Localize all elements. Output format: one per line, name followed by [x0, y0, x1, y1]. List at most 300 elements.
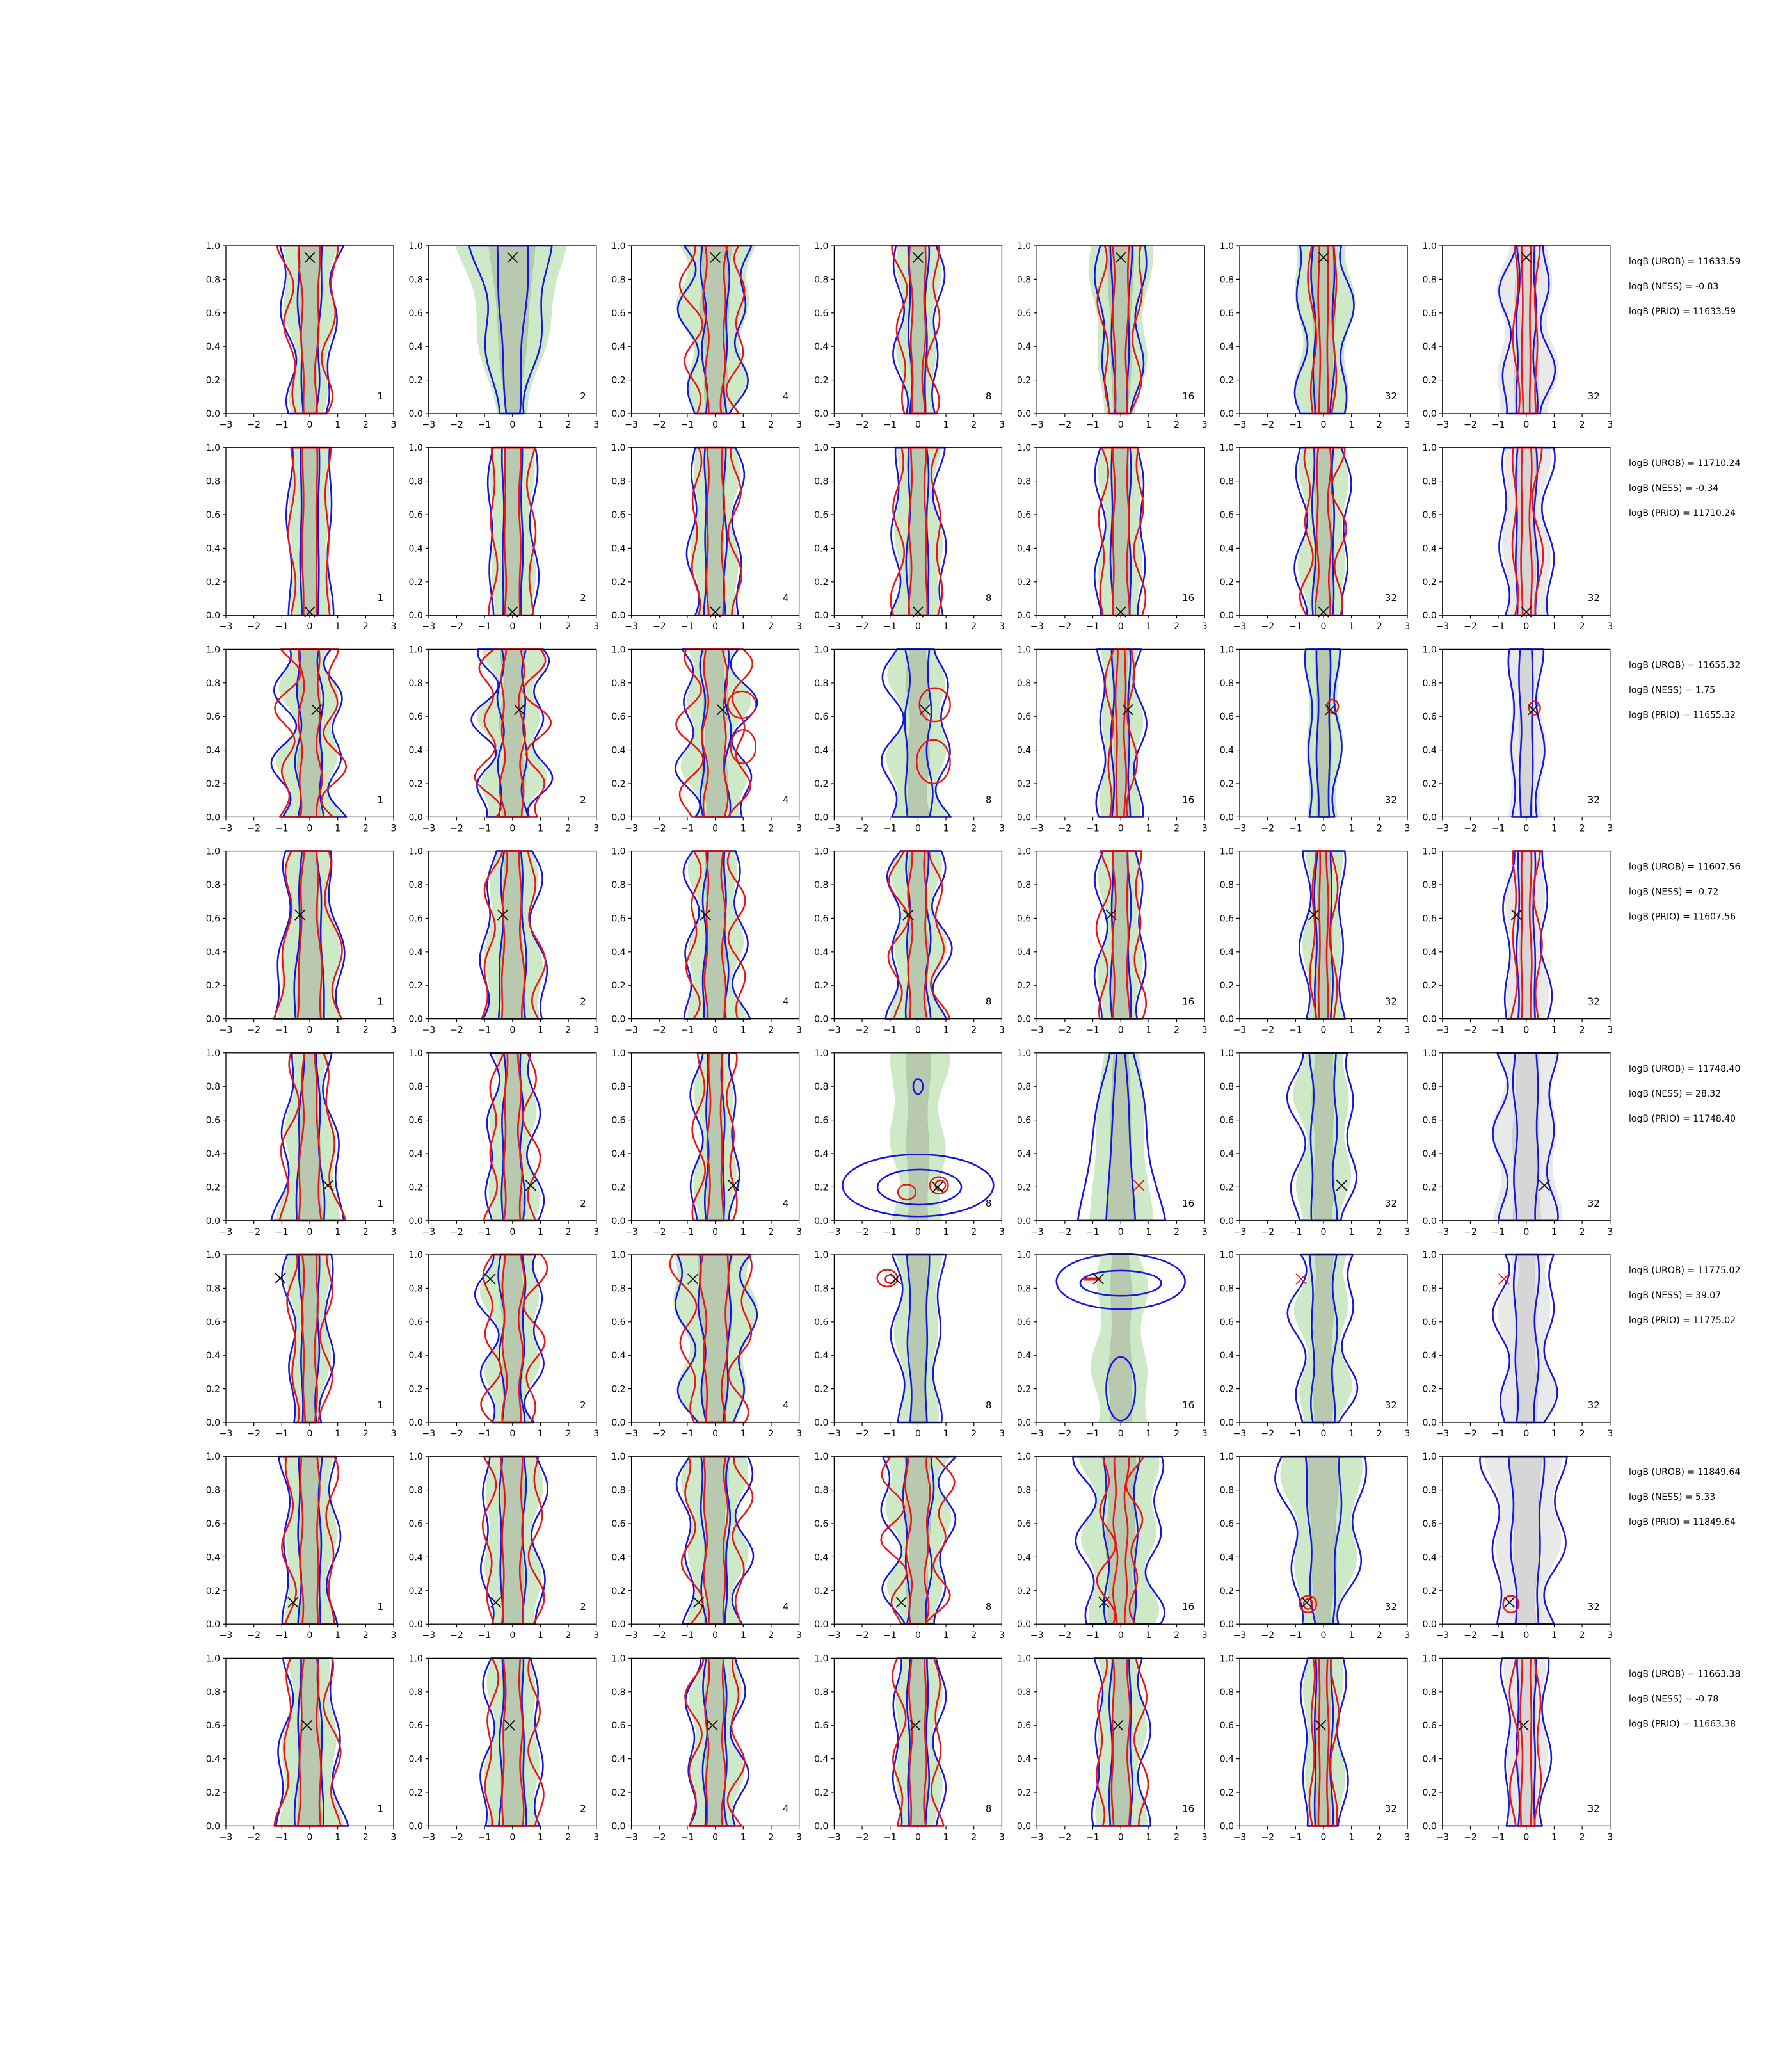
y-tick-label: 0.4: [408, 342, 423, 353]
y-tick-label: 0.6: [1016, 1317, 1032, 1328]
y-tick-label: 1.0: [205, 443, 220, 454]
y-tick-label: 1.0: [611, 1653, 626, 1664]
y-tick-label: 0.6: [611, 1519, 626, 1529]
subplot-r6c5: [1017, 1250, 1208, 1439]
x-tick-label: 1: [538, 823, 543, 834]
y-tick-label: 0.4: [205, 1754, 220, 1765]
x-tick-label: −2: [247, 823, 260, 834]
subplot-r5c7: [1423, 1049, 1613, 1237]
y-tick-label: 0.0: [205, 1216, 220, 1227]
y-tick-label: 0.2: [1016, 779, 1032, 789]
y-tick-label: 0.4: [1219, 1754, 1234, 1765]
y-tick-label: 0.6: [205, 510, 220, 520]
y-tick-label: 0.4: [1422, 1351, 1437, 1362]
y-tick-label: 0.4: [205, 1552, 220, 1563]
x-tick-label: −1: [275, 1630, 289, 1641]
y-tick-label: 1.0: [205, 645, 220, 656]
panel-label: 1: [377, 1399, 383, 1411]
y-tick-label: 0.2: [1016, 577, 1032, 588]
y-tick-label: 0.6: [1016, 712, 1032, 723]
y-tick-label: 0.4: [814, 1754, 829, 1765]
x-tick-label: −1: [1289, 823, 1302, 834]
y-tick-label: 0.0: [408, 1418, 423, 1428]
panel-label: 4: [783, 794, 789, 806]
panel-label: 1: [377, 1601, 383, 1613]
y-tick-label: 0.4: [1016, 543, 1032, 554]
x-tick-label: 2: [362, 1227, 369, 1237]
row-annotation-8: [1629, 1669, 1740, 1729]
x-tick-label: 1: [943, 1832, 949, 1843]
y-tick-label: 0.4: [205, 1149, 220, 1159]
x-tick-label: −3: [219, 1429, 233, 1439]
subplot-r5c3: [611, 1049, 802, 1237]
x-tick-label: 2: [1579, 622, 1585, 632]
x-tick-label: −2: [1058, 1025, 1072, 1036]
x-tick-label: −1: [477, 1630, 492, 1641]
x-tick-label: −3: [422, 622, 436, 632]
y-tick-label: 0.8: [611, 880, 626, 890]
panel-label: 1: [377, 592, 383, 604]
y-tick-label: 0.6: [611, 1317, 626, 1328]
y-tick-label: 0.4: [1219, 543, 1234, 554]
x-tick-label: 2: [565, 1832, 572, 1843]
y-tick-label: 0.8: [1016, 1687, 1032, 1698]
y-tick-label: 0.4: [408, 1754, 423, 1765]
row-annotation-5: [1629, 1064, 1740, 1124]
annotation-logb-urob: logB (UROB) = 11748.40: [1629, 1063, 1741, 1074]
x-tick-label: 3: [390, 1630, 397, 1641]
y-tick-label: 0.0: [814, 1418, 829, 1428]
x-tick-label: 0: [509, 420, 516, 430]
y-tick-label: 0.4: [611, 342, 626, 353]
x-tick-label: 1: [1146, 622, 1152, 632]
x-tick-label: 2: [768, 622, 774, 632]
x-tick-label: 1: [335, 1227, 341, 1237]
x-tick-label: −3: [1436, 823, 1450, 834]
y-tick-label: 0.6: [611, 510, 626, 520]
y-tick-label: 1.0: [814, 1452, 829, 1463]
y-tick-label: 0.4: [611, 1149, 626, 1159]
x-tick-label: 0: [509, 823, 516, 834]
x-tick-label: 0: [1117, 1832, 1124, 1843]
x-tick-label: 2: [1376, 420, 1382, 430]
x-tick-label: 3: [390, 1227, 397, 1237]
y-tick-label: 0.2: [408, 1788, 423, 1798]
x-tick-label: 2: [768, 823, 774, 834]
x-tick-label: 0: [1320, 1832, 1327, 1843]
y-tick-label: 1.0: [1219, 645, 1234, 656]
y-tick-label: 0.6: [205, 913, 220, 924]
y-tick-label: 0.6: [1016, 913, 1032, 924]
y-tick-label: 1.0: [408, 241, 423, 252]
x-tick-label: −3: [828, 823, 841, 834]
y-tick-label: 0.0: [611, 1014, 626, 1025]
x-tick-label: 2: [971, 622, 977, 632]
x-tick-label: 0: [1320, 622, 1327, 632]
y-tick-label: 0.2: [814, 1182, 829, 1193]
y-tick-label: 0.0: [205, 1014, 220, 1025]
y-tick-label: 0.2: [611, 1384, 626, 1395]
x-tick-label: −1: [680, 1630, 694, 1641]
y-tick-label: 0.8: [611, 1485, 626, 1496]
y-tick-label: 0.2: [814, 981, 829, 992]
annotation-logb-prio: logB (PRIO) = 11633.59: [1629, 307, 1736, 317]
x-tick-label: −2: [450, 1227, 463, 1237]
subplot-r2c1: [206, 443, 397, 632]
x-tick-label: −3: [422, 1832, 436, 1843]
x-tick-label: −2: [1058, 1832, 1072, 1843]
x-tick-label: 2: [1376, 1227, 1382, 1237]
x-tick-label: −3: [625, 420, 638, 430]
x-tick-label: −2: [1464, 823, 1477, 834]
x-tick-label: 1: [538, 1227, 543, 1237]
x-tick-label: 3: [390, 1832, 397, 1843]
x-tick-label: −2: [1261, 1429, 1274, 1439]
panel-label: 1: [377, 1803, 383, 1815]
x-tick-label: 1: [335, 823, 341, 834]
x-tick-label: 3: [1201, 420, 1208, 430]
x-tick-label: −1: [1491, 1025, 1505, 1036]
x-tick-label: 1: [943, 622, 949, 632]
x-tick-label: −1: [1086, 823, 1100, 834]
y-tick-label: 0.4: [814, 947, 829, 958]
annotation-logb-prio: logB (PRIO) = 11710.24: [1629, 508, 1736, 519]
x-tick-label: 0: [509, 1832, 516, 1843]
y-tick-label: 0.6: [408, 913, 423, 924]
x-tick-label: −3: [1436, 1630, 1450, 1641]
y-tick-label: 0.4: [1422, 1149, 1437, 1159]
x-tick-label: 3: [796, 1429, 803, 1439]
x-tick-label: −3: [828, 1429, 841, 1439]
subplot-r2c7: [1423, 443, 1613, 632]
x-tick-label: 3: [1201, 1630, 1208, 1641]
x-tick-label: 3: [1201, 823, 1208, 834]
x-tick-label: 0: [915, 420, 921, 430]
x-tick-label: −3: [1030, 1630, 1044, 1641]
x-tick-label: −3: [422, 1429, 436, 1439]
x-tick-label: 3: [1607, 1025, 1613, 1036]
x-tick-label: −2: [247, 1227, 260, 1237]
x-tick-label: −2: [247, 1832, 260, 1843]
x-tick-label: 2: [1174, 1025, 1180, 1036]
y-tick-label: 1.0: [1422, 645, 1437, 656]
y-tick-label: 1.0: [408, 1048, 423, 1059]
y-tick-label: 0.4: [1422, 543, 1437, 554]
x-tick-label: −3: [1233, 1025, 1247, 1036]
y-tick-label: 0.6: [205, 1519, 220, 1529]
subplot-r7c7: [1423, 1452, 1613, 1641]
x-tick-label: −1: [1086, 1832, 1100, 1843]
y-tick-label: 0.2: [1219, 1586, 1234, 1597]
x-tick-label: 3: [796, 1630, 803, 1641]
panel-label: 32: [1587, 995, 1600, 1008]
y-tick-label: 0.4: [1422, 1552, 1437, 1563]
y-tick-label: 1.0: [205, 1250, 220, 1260]
subplot-r6c6: [1220, 1250, 1411, 1439]
x-tick-label: 2: [971, 1429, 977, 1439]
y-tick-label: 0.4: [611, 745, 626, 756]
y-tick-label: 0.4: [408, 1552, 423, 1563]
x-tick-label: 2: [768, 1227, 774, 1237]
y-tick-label: 0.8: [1016, 678, 1032, 689]
x-tick-label: 1: [943, 823, 949, 834]
y-tick-label: 0.0: [1219, 1620, 1234, 1630]
x-tick-label: −2: [247, 1630, 260, 1641]
y-tick-label: 0.6: [1016, 1721, 1032, 1732]
subplot-r4c5: [1017, 847, 1208, 1036]
x-tick-label: −1: [1086, 1025, 1100, 1036]
x-tick-label: 2: [768, 1630, 774, 1641]
y-tick-label: 0.8: [611, 1687, 626, 1698]
x-tick-label: −3: [625, 622, 638, 632]
subplot-r7c6: [1220, 1452, 1411, 1641]
x-tick-label: −3: [625, 823, 638, 834]
annotation-logb-ness: logB (NESS) = -0.83: [1629, 282, 1719, 292]
x-tick-label: −2: [855, 1832, 869, 1843]
x-tick-label: 0: [1523, 420, 1530, 430]
y-tick-label: 0.8: [205, 1082, 220, 1093]
y-tick-label: 0.4: [1016, 1149, 1032, 1159]
x-tick-label: 2: [1174, 1227, 1180, 1237]
y-tick-label: 0.0: [408, 409, 423, 419]
y-tick-label: 1.0: [611, 846, 626, 857]
subplot-r8c5: [1017, 1653, 1208, 1842]
y-tick-label: 0.0: [408, 1014, 423, 1025]
y-tick-label: 0.4: [1016, 1351, 1032, 1362]
y-tick-label: 1.0: [611, 1048, 626, 1059]
panel-label: 8: [985, 1803, 992, 1815]
subplot-r8c7: [1423, 1653, 1613, 1842]
y-tick-label: 0.2: [611, 1586, 626, 1597]
x-tick-label: 0: [712, 1630, 719, 1641]
x-tick-label: 0: [509, 622, 516, 632]
annotation-logb-prio: logB (PRIO) = 11663.38: [1629, 1719, 1736, 1730]
x-tick-label: −3: [1233, 420, 1247, 430]
y-tick-label: 1.0: [1016, 645, 1032, 656]
kde-fill-inner: [1109, 1255, 1132, 1422]
y-tick-label: 0.2: [205, 1182, 220, 1193]
y-tick-label: 0.6: [205, 308, 220, 319]
x-tick-label: 2: [1376, 1630, 1382, 1641]
x-tick-label: 0: [1117, 622, 1124, 632]
y-tick-label: 1.0: [1016, 241, 1032, 252]
x-tick-label: −1: [1289, 1429, 1302, 1439]
y-tick-label: 0.4: [1016, 947, 1032, 958]
y-tick-label: 1.0: [1016, 1048, 1032, 1059]
x-tick-label: 2: [971, 1227, 977, 1237]
x-tick-label: −3: [828, 1025, 841, 1036]
panel-label: 32: [1587, 1803, 1600, 1815]
y-tick-label: 0.2: [1422, 1182, 1437, 1193]
x-tick-label: −3: [1233, 823, 1247, 834]
x-tick-label: 1: [335, 420, 341, 430]
y-tick-label: 0.4: [205, 1351, 220, 1362]
x-tick-label: 0: [307, 622, 313, 632]
x-tick-label: −1: [477, 1832, 492, 1843]
y-tick-label: 0.8: [814, 1283, 829, 1294]
x-tick-label: 1: [1146, 1630, 1152, 1641]
x-tick-label: −1: [275, 1832, 289, 1843]
x-tick-label: 1: [1551, 1227, 1557, 1237]
x-tick-label: −1: [883, 1832, 897, 1843]
x-tick-label: −1: [1086, 1429, 1100, 1439]
y-tick-label: 0.4: [814, 1149, 829, 1159]
y-tick-label: 1.0: [205, 1452, 220, 1463]
annotation-logb-ness: logB (NESS) = -0.78: [1629, 1694, 1719, 1705]
subplot-r1c3: [611, 241, 802, 430]
y-tick-label: 0.6: [1219, 1317, 1234, 1328]
y-tick-label: 0.4: [1016, 1552, 1032, 1563]
x-tick-label: −1: [1289, 622, 1302, 632]
x-tick-label: −3: [1436, 622, 1450, 632]
subplot-r1c4: [814, 241, 1005, 430]
y-tick-label: 0.2: [1016, 1384, 1032, 1395]
y-tick-label: 0.0: [1422, 611, 1437, 622]
y-tick-label: 1.0: [814, 241, 829, 252]
y-tick-label: 0.2: [1422, 375, 1437, 386]
x-tick-label: −1: [477, 1429, 492, 1439]
y-tick-label: 0.2: [205, 577, 220, 588]
y-tick-label: 1.0: [1219, 1250, 1234, 1260]
kde-fill-inner: [1313, 1255, 1334, 1422]
x-tick-label: −2: [652, 1227, 666, 1237]
y-tick-label: 0.4: [1016, 342, 1032, 353]
x-tick-label: −2: [652, 420, 666, 430]
subplot-r2c3: [611, 443, 802, 632]
x-tick-label: 0: [1117, 1630, 1124, 1641]
x-tick-label: 3: [1201, 1429, 1208, 1439]
y-tick-label: 0.2: [205, 981, 220, 992]
x-tick-label: −2: [1261, 1832, 1274, 1843]
y-tick-label: 0.6: [1219, 712, 1234, 723]
x-tick-label: −1: [883, 622, 897, 632]
kde-fill-inner: [1517, 447, 1536, 615]
y-tick-label: 0.8: [408, 1283, 423, 1294]
x-tick-label: −1: [275, 622, 289, 632]
x-tick-label: 0: [1117, 1429, 1124, 1439]
x-tick-label: 2: [1174, 420, 1180, 430]
y-tick-label: 1.0: [1016, 443, 1032, 454]
subplot-r4c6: [1220, 847, 1411, 1036]
x-tick-label: −3: [625, 1025, 638, 1036]
x-tick-label: −3: [219, 1025, 233, 1036]
x-tick-label: 0: [1320, 1227, 1327, 1237]
x-tick-label: −3: [1436, 1227, 1450, 1237]
x-tick-label: 3: [1404, 1227, 1411, 1237]
y-tick-label: 0.0: [814, 1014, 829, 1025]
y-tick-label: 0.2: [408, 375, 423, 386]
x-tick-label: −2: [1464, 1227, 1477, 1237]
x-tick-label: 0: [1523, 1227, 1530, 1237]
y-tick-label: 0.0: [611, 1418, 626, 1428]
annotation-logb-urob: logB (UROB) = 11607.56: [1629, 862, 1741, 873]
y-tick-label: 0.0: [1219, 1418, 1234, 1428]
panel-label: 2: [580, 1601, 586, 1613]
panel-label: 1: [377, 1197, 383, 1209]
x-tick-label: 0: [712, 823, 719, 834]
row-annotation-1: [1629, 257, 1740, 317]
x-tick-label: 2: [971, 1025, 977, 1036]
y-tick-label: 0.4: [1219, 1552, 1234, 1563]
y-tick-label: 0.0: [1422, 1620, 1437, 1630]
y-tick-label: 0.6: [814, 1519, 829, 1529]
y-tick-label: 0.2: [205, 779, 220, 789]
y-tick-label: 0.4: [814, 342, 829, 353]
subplot-r7c4: [814, 1452, 1005, 1641]
subplot-r6c3: [611, 1250, 802, 1439]
panel-label: 4: [783, 1803, 789, 1815]
y-tick-label: 1.0: [1422, 846, 1437, 857]
x-tick-label: 0: [915, 622, 921, 632]
row-annotation-4: [1629, 862, 1740, 922]
x-tick-label: 2: [362, 622, 369, 632]
y-tick-label: 0.2: [205, 1586, 220, 1597]
y-tick-label: 0.6: [1219, 308, 1234, 319]
x-tick-label: −3: [219, 1227, 233, 1237]
panel-label: 16: [1182, 1197, 1195, 1209]
subplot-r6c7: [1423, 1250, 1613, 1439]
y-tick-label: 0.8: [408, 476, 423, 487]
y-tick-label: 0.4: [408, 1351, 423, 1362]
x-tick-label: 3: [796, 1227, 803, 1237]
x-tick-label: 0: [1523, 1630, 1530, 1641]
x-tick-label: −1: [883, 1227, 897, 1237]
y-tick-label: 0.8: [814, 678, 829, 689]
x-tick-label: −1: [680, 1025, 694, 1036]
y-tick-label: 0.0: [611, 409, 626, 419]
x-tick-label: 0: [915, 1429, 921, 1439]
panel-label: 16: [1182, 390, 1195, 402]
x-tick-label: −1: [1491, 1227, 1505, 1237]
x-tick-label: −3: [1233, 1832, 1247, 1843]
x-tick-label: −1: [1289, 1832, 1302, 1843]
panel-label: 2: [580, 592, 586, 604]
x-tick-label: −2: [247, 420, 260, 430]
x-tick-label: 1: [1348, 622, 1355, 632]
panel-label: 32: [1384, 995, 1397, 1008]
y-tick-label: 1.0: [611, 645, 626, 656]
annotation-logb-urob: logB (UROB) = 11633.59: [1629, 257, 1741, 267]
y-tick-label: 0.2: [1016, 981, 1032, 992]
y-tick-label: 0.8: [205, 1687, 220, 1698]
x-tick-label: −2: [1058, 1227, 1072, 1237]
y-tick-label: 0.4: [611, 543, 626, 554]
y-tick-label: 0.4: [814, 1552, 829, 1563]
y-tick-label: 0.0: [408, 1216, 423, 1227]
x-tick-label: −1: [275, 420, 289, 430]
x-tick-label: −3: [625, 1429, 638, 1439]
y-tick-label: 0.2: [1219, 779, 1234, 789]
x-tick-label: 3: [1607, 1832, 1613, 1843]
x-tick-label: 2: [1174, 1832, 1180, 1843]
x-tick-label: −3: [422, 420, 436, 430]
x-tick-label: 3: [1201, 1227, 1208, 1237]
y-tick-label: 1.0: [1016, 846, 1032, 857]
x-tick-label: 1: [538, 1832, 543, 1843]
x-tick-label: 1: [740, 1630, 746, 1641]
x-tick-label: −1: [1491, 1832, 1505, 1843]
x-tick-label: 0: [307, 1025, 313, 1036]
x-tick-label: 3: [998, 823, 1005, 834]
y-tick-label: 0.8: [1219, 275, 1234, 286]
x-tick-label: −1: [1491, 420, 1505, 430]
x-tick-label: 3: [998, 622, 1005, 632]
y-tick-label: 0.8: [611, 1082, 626, 1093]
x-tick-label: 0: [307, 1630, 313, 1641]
annotation-logb-ness: logB (NESS) = 5.33: [1629, 1492, 1716, 1503]
y-tick-label: 1.0: [1219, 1452, 1234, 1463]
y-tick-label: 0.0: [611, 1620, 626, 1630]
